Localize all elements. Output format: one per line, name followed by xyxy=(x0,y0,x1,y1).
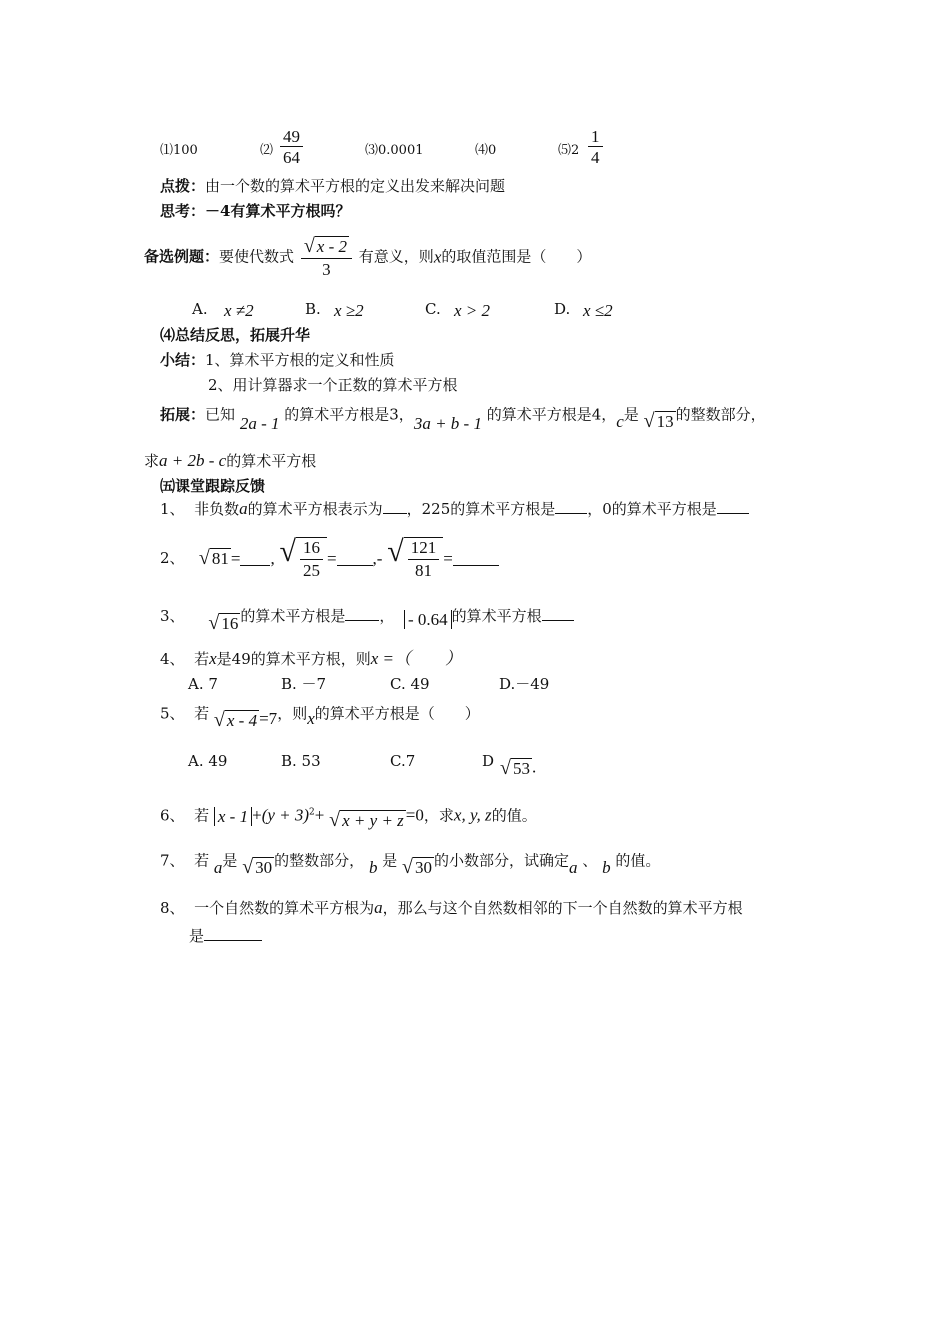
q4-option-a: A. 7 xyxy=(188,675,218,693)
q4-option-d: D.－49 xyxy=(499,675,550,693)
option-d-label: D. xyxy=(554,300,571,318)
q3-blank-1[interactable] xyxy=(345,606,379,621)
summary-line-2: 2、用计算器求一个正数的算术平方根 xyxy=(208,376,458,394)
q1-blank-1[interactable] xyxy=(383,499,407,514)
question-1: 1、 非负数a的算术平方根表示为 ，225的算术平方根是 ，0的算术平方根是 xyxy=(160,499,749,517)
q5-option-c: C.7 xyxy=(390,752,416,770)
option-a-value: x ≠2 xyxy=(224,301,254,320)
question-4: 4、 若x是49的算术平方根，则x =（ ） xyxy=(160,649,463,668)
option-b-label: B. xyxy=(305,300,321,318)
hint-line xyxy=(160,179,505,194)
q8-blank[interactable] xyxy=(204,926,262,941)
question-6: 6、 若 $x - 1 +(y + 3)^2+$ √ x + y + z =0，求x, y, z的值。 xyxy=(160,805,537,831)
q2-blank-3[interactable] xyxy=(453,551,499,566)
hint-label: 点拨： xyxy=(160,177,206,195)
option-d-value: x ≤2 xyxy=(583,301,613,320)
item-5-fraction: $\frac{1}{4}$ xyxy=(586,128,605,166)
q1-blank-2[interactable] xyxy=(555,499,587,514)
item-2-prefix: ⑵ xyxy=(260,143,274,158)
option-b-value: x ≥2 xyxy=(334,301,364,320)
question-7: 7、 若 a是 √ 30 的整数部分， b 是 √ 30 的小数部分，试确定a 、 b 的值。 xyxy=(160,851,661,878)
question-8: 8、 一个自然数的算术平方根为a，那么与这个自然数相邻的下一个自然数的算术平方根 xyxy=(160,898,743,917)
item-1: ⑴100 xyxy=(160,143,198,158)
question-2: 2、 √ 81 = , √ $\frac{16}{25}$ = ,- √ $\frac{121}{81}$ = xyxy=(160,537,499,580)
option-a-label: A. xyxy=(192,300,208,318)
item-2-fraction: $\frac{49}{64}$ xyxy=(278,128,305,166)
q1-blank-3[interactable] xyxy=(717,499,749,514)
q5-option-d: D xyxy=(482,752,495,770)
sqrt-16: √ 16 xyxy=(208,611,239,634)
sqrt-x-y-z: √ x + y + z xyxy=(329,809,404,831)
q4-option-c: C. 49 xyxy=(390,675,430,693)
question-3: 3、 √ 16 的算术平方根是 ， - 0.64 的算术平方根 xyxy=(160,606,574,627)
extend-line: 拓展：已知 2a - 1 的算术平方根是3，3a + b - 1 的算术平方根是4，c是 √ 13 的整数部分， xyxy=(160,405,766,434)
item-4: ⑷0 xyxy=(475,143,497,158)
item-3: ⑶0.0001 xyxy=(365,143,424,158)
q2-blank-2[interactable] xyxy=(337,551,373,566)
q3-blank-2[interactable] xyxy=(542,606,574,621)
alt-example: 备选例题：要使代数式 √ x - 2 3 有意义，则x的取值范围是（ ） xyxy=(144,235,592,279)
top-row xyxy=(160,128,620,176)
sqrt-x-minus-4: √ x - 4 xyxy=(213,709,258,731)
alt-options xyxy=(192,302,632,322)
section-5-title: ㈤课堂跟踪反馈 xyxy=(160,477,266,495)
section-4-title: ⑷总结反思，拓展升华 xyxy=(160,326,311,344)
hint-text: 由一个数的算术平方根的定义出发来解决问题 xyxy=(205,177,506,195)
sqrt-30-a: √ 30 xyxy=(242,856,273,878)
question-4-options xyxy=(188,677,568,695)
sqrt-13: √ 13 xyxy=(643,410,674,432)
option-c-label: C. xyxy=(425,300,441,318)
sqrt-81: √ 81 xyxy=(198,547,229,570)
q5-option-a: A. 49 xyxy=(188,752,228,770)
alt-example-label: 备选例题： xyxy=(144,247,220,266)
question-8-line-2: 是 xyxy=(189,926,262,944)
q5-option-d-sqrt: √ 53 . xyxy=(500,757,537,779)
question-5: 5、 若 √ x - 4 =7，则x的算术平方根是（ ） xyxy=(160,704,480,731)
sqrt-16-25: √ $\frac{16}{25}$ xyxy=(279,537,326,580)
q5-option-b: B. 53 xyxy=(281,752,321,770)
alt-example-expression: √ x - 2 3 xyxy=(301,236,352,278)
option-c-value: x > 2 xyxy=(454,301,491,320)
question-5-options xyxy=(188,754,588,784)
summary-label: 小结： xyxy=(160,351,206,369)
extend-label: 拓展： xyxy=(160,405,206,424)
sqrt-30-b: √ 30 xyxy=(402,856,433,878)
think-line: 思考：－4有算术平方根吗？ xyxy=(160,202,351,220)
summary-line-1: 小结：1、算术平方根的定义和性质 xyxy=(160,351,395,369)
sqrt-121-81: √ $\frac{121}{81}$ xyxy=(387,537,443,580)
item-5-prefix: ⑸2 xyxy=(558,143,580,158)
q4-option-b: B. －7 xyxy=(281,675,327,693)
q2-blank-1[interactable] xyxy=(240,551,270,566)
extend-line-2: 求a + 2b - c的算术平方根 xyxy=(144,451,317,470)
